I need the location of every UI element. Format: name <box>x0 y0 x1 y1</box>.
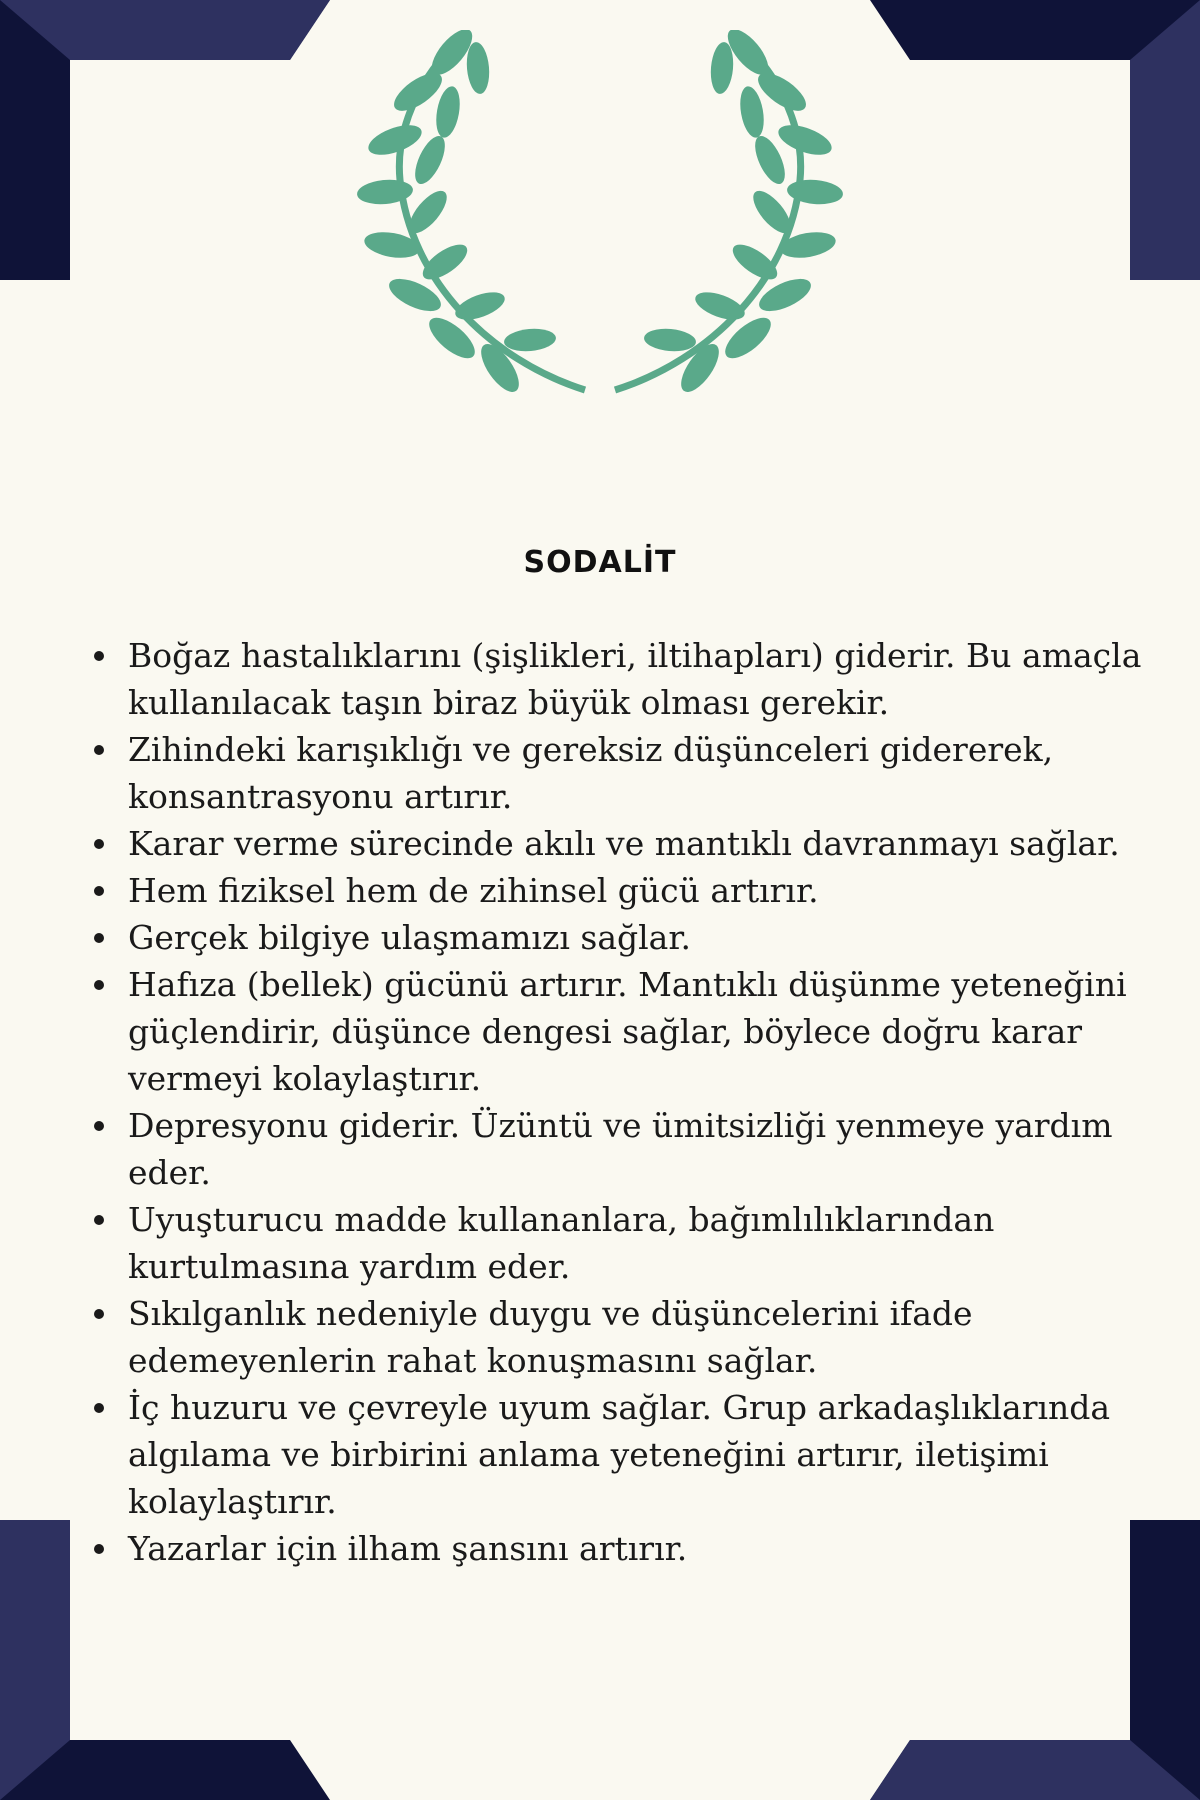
bullet-icon <box>94 839 104 849</box>
list-item-text: Hafıza (bellek) gücünü artırır. Mantıklı düşünme yeteneğini güçlendirir, düşünce dengesi sağlar, böylece doğru karar vermeyi kolaylaştırır. <box>128 965 1127 1098</box>
bullet-icon <box>94 933 104 943</box>
list-item <box>90 820 1150 867</box>
list-item <box>90 726 1150 820</box>
corner-frame-top-right <box>870 0 1200 290</box>
bullet-icon <box>94 1544 104 1554</box>
bullet-icon <box>94 1403 104 1413</box>
benefit-list <box>90 632 1150 1572</box>
list-item <box>90 632 1150 726</box>
bullet-icon <box>94 651 104 661</box>
bullet-icon <box>94 980 104 990</box>
list-item <box>90 961 1150 1102</box>
bullet-icon <box>94 1121 104 1131</box>
list-item-text: Yazarlar için ilham şansını artırır. <box>128 1529 688 1568</box>
corner-frame-top-left <box>0 0 330 290</box>
list-item-text: Hem fiziksel hem de zihinsel gücü artırır. <box>128 871 819 910</box>
list-item-text: Boğaz hastalıklarını (şişlikleri, iltihapları) giderir. Bu amaçla kullanılacak taşın biraz büyük olması gerekir. <box>128 636 1142 722</box>
bullet-icon <box>94 886 104 896</box>
list-item-text: İç huzuru ve çevreyle uyum sağlar. Grup arkadaşlıklarında algılama ve birbirini anlama yeteneğini artırır, iletişimi kolaylaştırır. <box>128 1388 1111 1521</box>
list-item <box>90 1290 1150 1384</box>
bullet-icon <box>94 1309 104 1319</box>
list-item <box>90 1196 1150 1290</box>
list-item-text: Depresyonu giderir. Üzüntü ve ümitsizliği yenmeye yardım eder. <box>128 1106 1113 1192</box>
list-item <box>90 1384 1150 1525</box>
laurel-wreath-icon <box>340 30 860 410</box>
page-title: SODALİT <box>523 545 677 580</box>
list-item <box>90 1102 1150 1196</box>
bullet-icon <box>94 1215 104 1225</box>
list-item-text: Uyuşturucu madde kullananlara, bağımlılıklarından kurtulmasına yardım eder. <box>128 1200 995 1286</box>
list-item <box>90 1525 1150 1572</box>
list-item <box>90 867 1150 914</box>
bullet-icon <box>94 745 104 755</box>
list-item-text: Karar verme sürecinde akılı ve mantıklı davranmayı sağlar. <box>128 824 1120 863</box>
list-item <box>90 914 1150 961</box>
list-item-text: Gerçek bilgiye ulaşmamızı sağlar. <box>128 918 691 957</box>
list-item-text: Zihindeki karışıklığı ve gereksiz düşünceleri gidererek, konsantrasyonu artırır. <box>128 730 1054 816</box>
list-item-text: Sıkılganlık nedeniyle duygu ve düşüncelerini ifade edemeyenlerin rahat konuşmasını sağlar. <box>128 1294 973 1380</box>
